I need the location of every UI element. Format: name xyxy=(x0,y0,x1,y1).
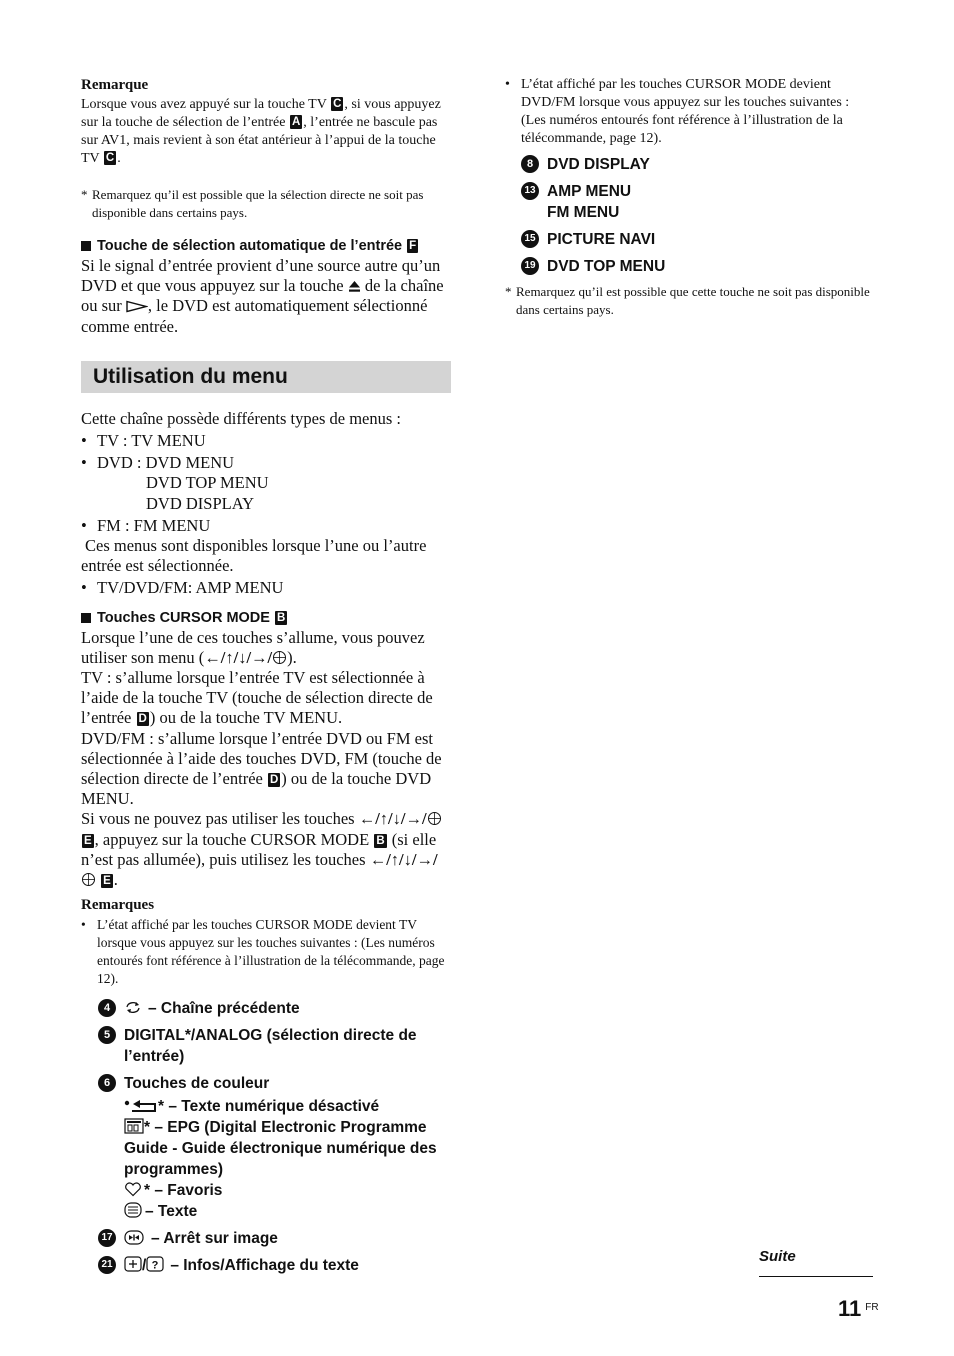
auto-select-heading: Touche de sélection automatique de l’entrée F xyxy=(81,236,451,256)
key-item-13: 13 AMP MENU FM MENU xyxy=(521,181,875,223)
key-item-8: 8 DVD DISPLAY xyxy=(521,154,875,175)
heart-favourites-icon xyxy=(124,1182,142,1197)
key-item-19: 19 DVD TOP MENU xyxy=(521,256,875,277)
colour-line: – Texte xyxy=(124,1201,451,1222)
key-item-21: 21 / ? – Infos/Affichage du texte xyxy=(98,1255,451,1276)
arrow-keys-icon: ←/↑/↓/→/ xyxy=(358,809,427,829)
key-item-4: 4 – Chaîne précédente xyxy=(98,998,451,1019)
key-item-17: 17 – Arrêt sur image xyxy=(98,1228,451,1249)
list-sub-item: DVD DISPLAY xyxy=(146,493,255,513)
square-bullet-icon xyxy=(81,241,91,251)
remarque-text: Lorsque vous avez appuyé sur la touche TV C , si vous appuyez sur la touche de sélection de l’entrée A , l’entrée ne bascule pas sur AV1, mais revient à son état antérieur à l’appui de la touche TV C . xyxy=(81,97,441,166)
letter-d-badge: D xyxy=(269,774,279,787)
epg-guide-icon xyxy=(124,1118,144,1134)
letter-b-badge: B xyxy=(376,834,385,847)
colour-line: * – EPG (Digital Electronic Programme Guide - Guide électronique numérique des programmes) xyxy=(124,1119,437,1179)
play-icon xyxy=(126,300,148,313)
list-item: • DVD : DVD MENU xyxy=(81,453,235,473)
info-plus-icon xyxy=(124,1256,142,1272)
language-code: FR xyxy=(865,1302,879,1313)
key-item-6: 6 Touches de couleur * – Texte numérique désactivé * – EPG (Digital Electronic Programme Guide - Guide électronique numérique des programmes) * – Favoris – Texte xyxy=(98,1073,451,1222)
colour-line: * – Favoris xyxy=(124,1180,451,1201)
letter-b-badge: B xyxy=(276,611,286,624)
letter-a-badge: A xyxy=(291,116,301,128)
cursor-text-tv: TV : s’allume lorsque l’entrée TV est sélectionnée à l’aide de la touche TV (touche de sélection directe de l’entrée D ) ou de la touche TV MENU. xyxy=(81,668,433,728)
digital-text-off-icon xyxy=(124,1099,158,1113)
letter-c-badge: C xyxy=(105,152,115,164)
enter-crosshair-icon xyxy=(427,811,442,826)
square-bullet-icon xyxy=(81,613,91,623)
cursor-text-si: Si vous ne pouvez pas utiliser les touches ←/↑/↓/→/ E , appuyez sur la touche CURSOR MODE B (si elle n’est pas allumée), puis utilisez les touches ←/↑/↓/→/ E . xyxy=(81,809,451,890)
suite-label: Suite xyxy=(759,1248,873,1277)
arrow-keys-icon: ←/↑/↓/→/ xyxy=(204,647,273,667)
enter-crosshair-icon xyxy=(272,650,287,665)
teletext-icon xyxy=(124,1202,142,1218)
colour-line: * – Texte numérique désactivé xyxy=(124,1096,451,1117)
cursor-text-1: Lorsque l’une de ces touches s’allume, vous pouvez utiliser son menu (←/↑/↓/→/ ). xyxy=(81,627,425,667)
letter-e-badge: E xyxy=(84,834,92,847)
list-item: • FM : FM MENU xyxy=(81,515,211,535)
cursor-text-dvd: DVD/FM : s’allume lorsque l’entrée DVD ou FM est sélectionnée à l’aide des touches DVD, FM (touche de sélection directe de l’entrée D ) ou de la touche DVD MENU. xyxy=(81,728,442,809)
svg-text:?: ? xyxy=(151,1259,159,1272)
menu-intro: Cette chaîne possède différents types de menus : xyxy=(81,408,401,428)
help-question-icon xyxy=(146,1256,164,1272)
list-sub-item: DVD TOP MENU xyxy=(146,473,269,493)
remarques-title: Remarques xyxy=(81,897,155,914)
letter-f-badge: F xyxy=(409,240,417,252)
letter-d-badge: D xyxy=(138,713,147,726)
key-item-15: 15 PICTURE NAVI xyxy=(521,229,875,250)
remarque-title: Remarque xyxy=(81,77,149,93)
auto-select-text: Si le signal d’entrée provient d’une source autre qu’un DVD et que vous appuyez sur la touche de la chaîne ou sur , le DVD est automatiquement sélectionné comme entrée. xyxy=(81,256,444,336)
cursor-mode-heading: Touches CURSOR MODE B xyxy=(81,608,451,628)
arrow-keys-icon: ←/↑/↓/→/ xyxy=(369,849,438,869)
right-footnote: * Remarquez qu’il est possible que cette touche ne soit pas disponible dans certains pays. xyxy=(505,284,870,317)
remarque-footnote: * Remarquez qu’il est possible que la sélection directe ne soit pas disponible dans certains pays. xyxy=(81,187,424,220)
eject-icon xyxy=(348,280,361,293)
key-item-5: 5 DIGITAL*/ANALOG (sélection directe de l’entrée) xyxy=(98,1025,451,1067)
list-item: • TV/DVD/FM: AMP MENU xyxy=(81,578,284,598)
enter-crosshair-icon xyxy=(81,872,96,887)
right-column xyxy=(505,76,875,319)
page-number: 11 $^{FR}$ xyxy=(838,1296,879,1321)
jump-arrows-icon xyxy=(124,1000,142,1015)
letter-c-badge: C xyxy=(333,98,342,110)
list-item: • L’état affiché par les touches CURSOR MODE devient TV lorsque vous appuyez sur les touches suivantes : (Les numéros entourés font référence à l’illustration de la télécommande, page 12). xyxy=(81,917,445,987)
menu-note: Ces menus sont disponibles lorsque l’une ou l’autre entrée est sélectionnée. xyxy=(81,536,427,576)
list-item: • TV : TV MENU xyxy=(81,431,206,451)
freeze-frame-icon xyxy=(124,1230,144,1245)
menu-banner: Utilisation du menu xyxy=(81,361,451,393)
list-item: • L’état affiché par les touches CURSOR MODE devient DVD/FM lorsque vous appuyez sur les touches suivantes : (Les numéros entourés font référence à l’illustration de la télécommande, page 12). xyxy=(505,77,850,146)
left-column xyxy=(81,76,451,1282)
letter-e-badge: E xyxy=(103,875,111,888)
